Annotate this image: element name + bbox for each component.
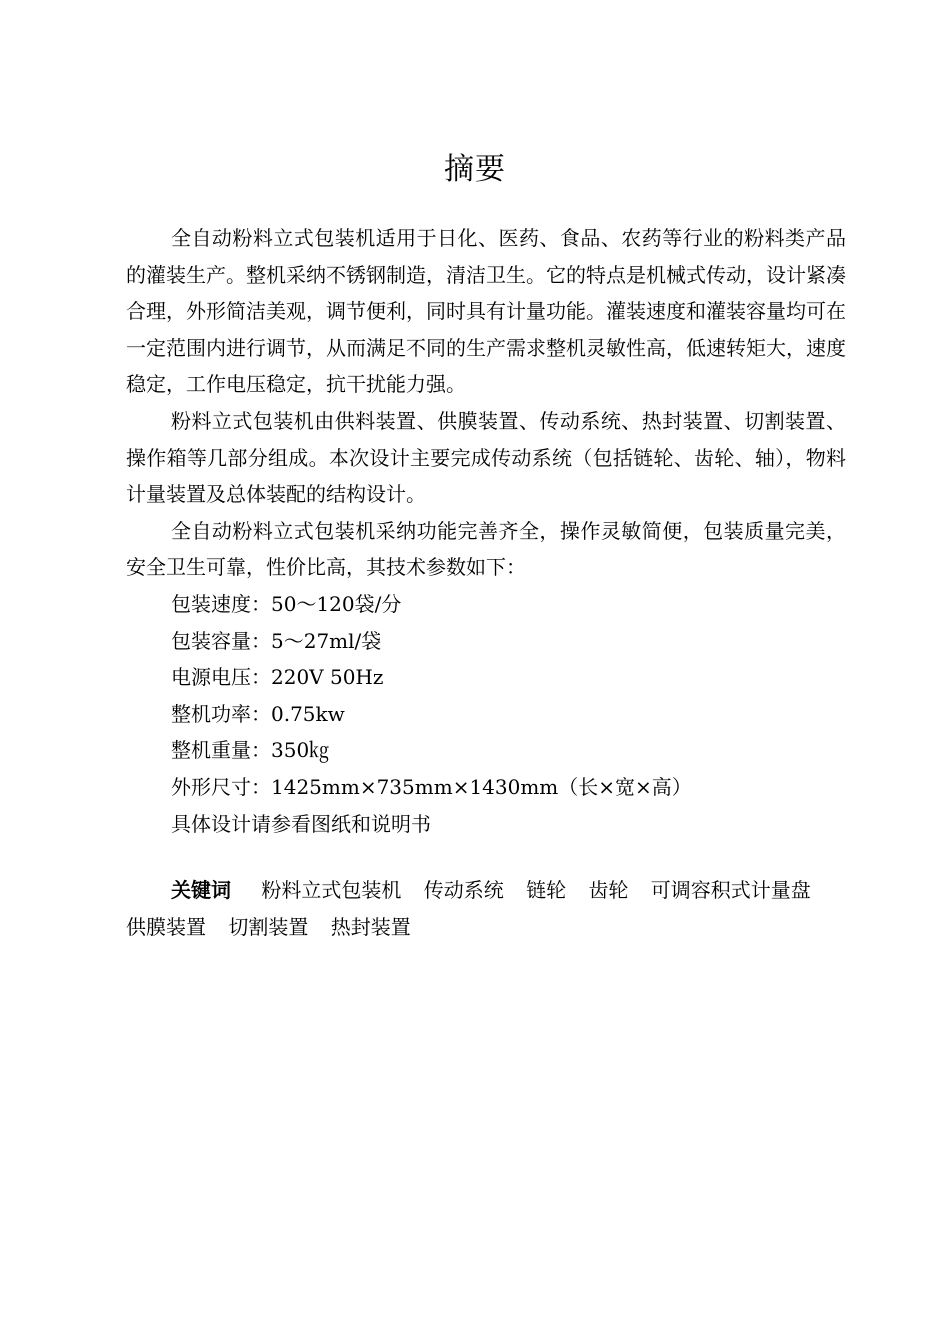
spec-machine-weight: 整机重量：350㎏ [171, 738, 330, 763]
keyword-item: 热封装置 [330, 914, 411, 939]
keywords-line [126, 872, 846, 945]
paragraph-parameters-intro: 全自动粉料立式包装机采纳功能完善齐全，操作灵敏简便，包装质量完美，安全卫生可靠，性价比高，其技术参数如下： [126, 518, 846, 580]
page-title: 摘要 [444, 152, 506, 187]
keyword-item: 粉料立式包装机 [261, 878, 402, 903]
spec-reference-note: 具体设计请参看图纸和说明书 [171, 811, 431, 836]
keyword-item: 供膜装置 [126, 914, 206, 939]
spec-machine-power: 整机功率：0.75kw [171, 701, 345, 726]
keyword-item: 链轮 [526, 878, 567, 903]
spec-packing-capacity: 包装容量：5～27ml/袋 [171, 628, 382, 653]
keyword-item: 切割装置 [228, 914, 309, 939]
spec-packing-speed: 包装速度：50～120袋/分 [171, 591, 402, 616]
abstract-body [126, 220, 846, 945]
paragraph-intro: 全自动粉料立式包装机适用于日化、医药、食品、农药等行业的粉料类产品的灌装生产。整机采纳不锈钢制造，清洁卫生。它的特点是机械式传动，设计紧凑合理，外形简洁美观，调节便利，同时具有计量功能。灌装速度和灌装容量均可在一定范围内进行调节，从而满足不同的生产需求整机灵敏性高，低速转矩大，速度稳定，工作电压稳定，抗干扰能力强。 [126, 226, 846, 397]
keywords-label: 关键词 [171, 878, 231, 903]
spec-dimensions: 外形尺寸：1425mm×735mm×1430mm（长×宽×高） [171, 774, 692, 799]
spec-power-voltage: 电源电压：220V 50Hz [171, 665, 384, 690]
keyword-item: 可调容积式计量盘 [650, 878, 811, 903]
keyword-item: 传动系统 [423, 878, 504, 903]
paragraph-components: 粉料立式包装机由供料装置、供膜装置、传动系统、热封装置、切割装置、操作箱等几部分组成。本次设计主要完成传动系统（包括链轮、齿轮、轴），物料计量装置及总体装配的结构设计。 [126, 408, 846, 507]
keyword-item: 齿轮 [588, 878, 629, 903]
spacer [126, 842, 846, 872]
